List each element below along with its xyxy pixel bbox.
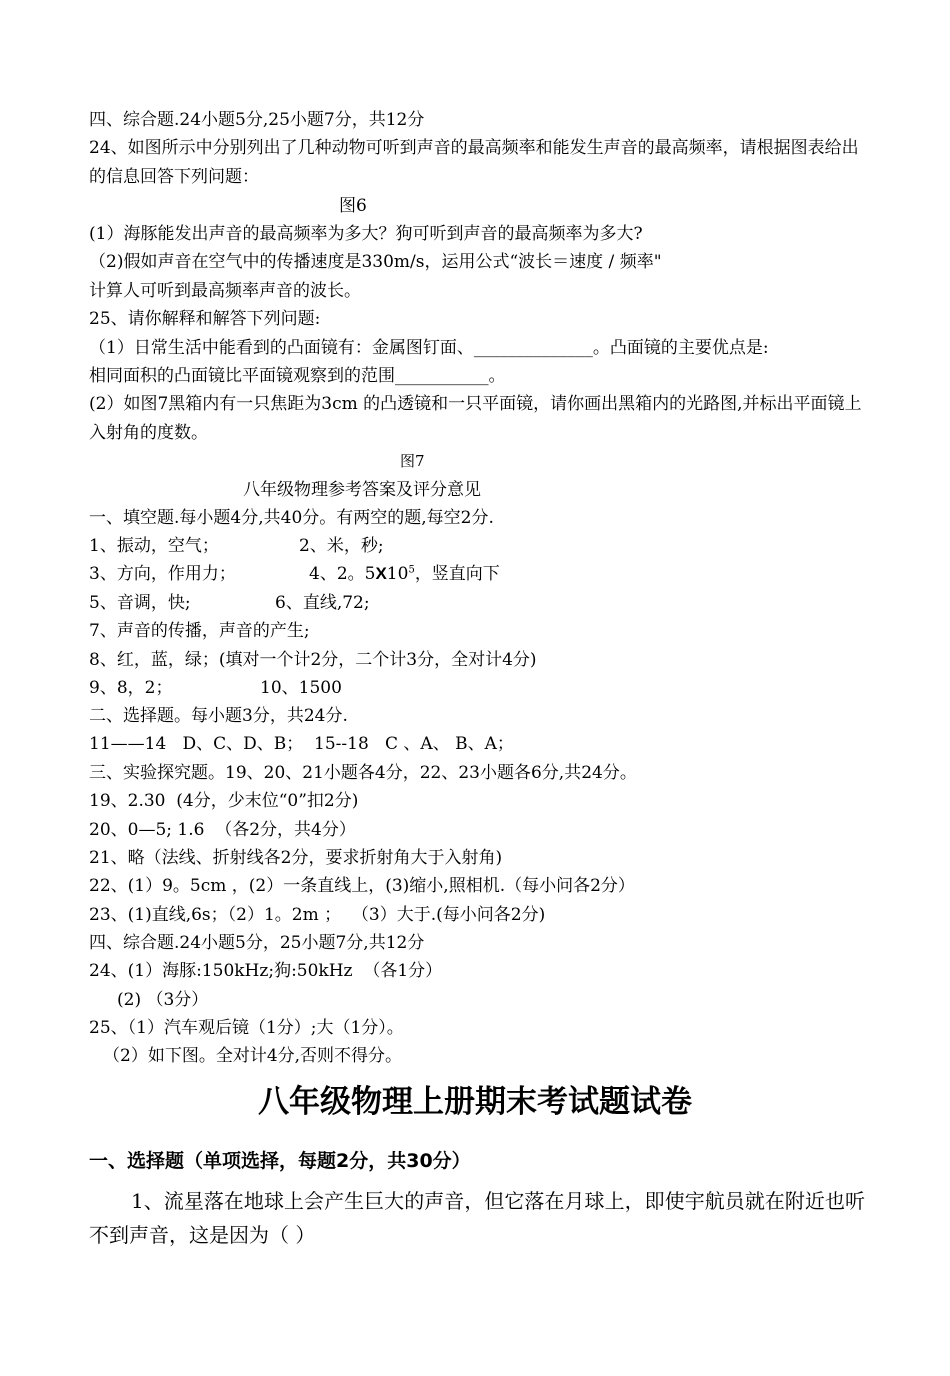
answer-25-part-2: （2）如下图。全对计4分,否则不得分。: [103, 1046, 403, 1066]
answer-22: 22、(1）9。5cm ，(2）一条直线上，(3)缩小,照相机.（每小问各2分）: [89, 876, 635, 896]
answer-2: 2、米，秒;: [299, 536, 384, 556]
exam-question-1: 1、流星落在地球上会产生巨大的声音，但它落在月球上，即使宇航员就在附近也听不到声音，这是因为（ ）: [89, 1189, 865, 1247]
answer-1: 1、振动，空气；: [89, 536, 219, 556]
question-25-part-1: （1）日常生活中能看到的凸面镜有：金属图钉面、______________。凸面镜的主要优点是:: [89, 338, 769, 358]
question-24-text: 24、如图所示中分别列出了几种动物可听到声音的最高频率和能发生声音的最高频率，请根据图表给出的信息回答下列问题：: [89, 138, 859, 187]
question-25-part-1-cont: 相同面积的凸面镜比平面镜观察到的范围___________。: [89, 366, 506, 386]
answer-7: 7、声音的传播，声音的产生;: [89, 621, 310, 641]
answer-row: [89, 536, 869, 556]
answer-section-3-heading: 三、实验探究题。19、20、21小题各4分，22、23小题各6分,共24分。: [89, 763, 637, 783]
answer-key-title: 八年级物理参考答案及评分意见: [243, 480, 481, 500]
answer-25-part-1: 25、（1）汽车观后镜（1分）;大（1分）。: [89, 1018, 404, 1038]
question-24-part-1: (1）海豚能发出声音的最高频率为多大？狗可听到声音的最高频率为多大?: [89, 224, 643, 244]
answer-20: 20、0—5; 1.6 （各2分，共4分）: [89, 820, 356, 840]
question-25-text: 25、请你解释和解答下列问题:: [89, 309, 321, 329]
answer-8: 8、红，蓝，绿；(填对一个计2分，二个计3分，全对计4分): [89, 650, 537, 670]
answer-row: [89, 678, 869, 698]
answer-11-18: 11——14 D、C、D、B； 15--18 C 、A、 B、A；: [89, 734, 514, 754]
answer-4: 4、2。$5X10^5$，竖直向下: [309, 564, 500, 584]
section-four-heading: 四、综合题.24小题5分,25小题7分，共12分: [89, 110, 425, 130]
answer-section-1-heading: 一、填空题.每小题4分,共40分。有两空的题,每空2分.: [89, 508, 494, 528]
answer-6: 6、直线,72;: [275, 593, 370, 613]
answer-24-part-1: 24、(1）海豚:150kHz;狗:50kHz （各1分）: [89, 961, 443, 981]
answer-21: 21、略（法线、折射线各2分，要求折射角大于入射角): [89, 848, 503, 868]
exam-title: 八年级物理上册期末考试题试卷: [258, 1084, 692, 1120]
answer-section-2-heading: 二、选择题。每小题3分，共24分.: [89, 706, 348, 726]
exam-section-1-heading: 一、选择题（单项选择，每题2分，共30分）: [89, 1150, 471, 1172]
figure-7-caption: 图7: [400, 452, 425, 470]
answer-row: [89, 593, 869, 613]
answer-24-part-2: (2) （3分）: [117, 990, 209, 1010]
answer-19: 19、2.30 (4分，少末位“0”扣2分): [89, 791, 359, 811]
question-24-part-2-cont: 计算人可听到最高频率声音的波长。: [89, 281, 361, 301]
answer-row: [89, 564, 869, 584]
figure-6-caption: 图6: [339, 196, 367, 216]
answer-5: 5、音调，快;: [89, 593, 191, 613]
question-25-part-2: (2）如图7黑箱内有一只焦距为3cm 的凸透镜和一只平面镜，请你画出黑箱内的光路图,并标出平面镜上入射角的度数。: [89, 394, 862, 443]
answer-section-4-heading: 四、综合题.24小题5分，25小题7分,共12分: [89, 933, 425, 953]
answer-3: 3、方向，作用力；: [89, 564, 236, 584]
answer-23: 23、(1)直线,6s；（2）1。2m ； （3）大于.(每小问各2分): [89, 905, 546, 925]
answer-10: 10、1500: [260, 678, 342, 698]
answer-9: 9、8，2；: [89, 678, 173, 698]
question-24-part-2: （2)假如声音在空气中的传播速度是330m/s，运用公式“波长＝速度 / 频率": [89, 252, 662, 272]
